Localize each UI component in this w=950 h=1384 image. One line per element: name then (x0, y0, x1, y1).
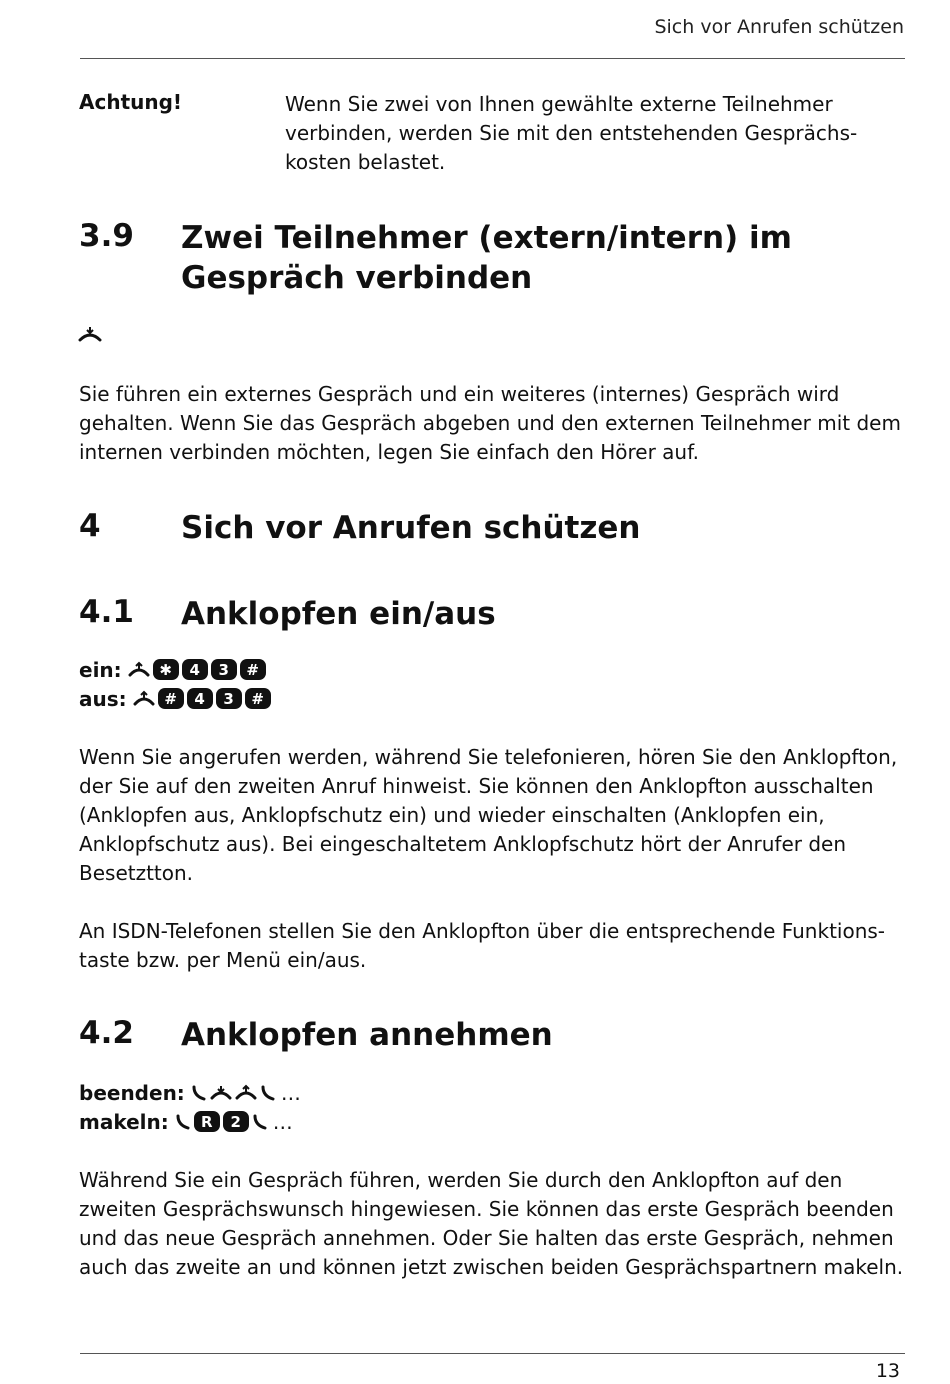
beenden-key-sequence (79, 1078, 301, 1107)
key-4: 4 (187, 688, 213, 709)
key-hash: # (158, 688, 184, 709)
aus-label: aus: (79, 686, 127, 711)
chapter-4-number: 4 (79, 508, 101, 544)
handset-lift-icon (128, 661, 150, 679)
handset-lift-icon (133, 690, 155, 708)
call-tone-icon (260, 1084, 276, 1102)
section-3-9-body: Sie führen ein externes Gespräch und ein weiteres (internes) Gespräch wird gehalten. Wenn Sie das Gespräch abgeben und den externen Teilnehmer mit dem internen verbinden möchten, legen Sie einfach den Hörer auf. (79, 382, 901, 464)
section-3-9-title: Zwei Teilnehmer (extern/intern) im Gespräch verbinden (181, 220, 792, 296)
section-4-1-title: Anklopfen ein/aus (181, 596, 496, 632)
key-3: 3 (211, 659, 237, 680)
running-header: Sich vor Anrufen schützen (654, 16, 904, 38)
key-star: ✱ (153, 659, 179, 680)
beenden-label: beenden: (79, 1080, 185, 1105)
key-hash: # (245, 688, 271, 709)
ellipsis: … (280, 1080, 301, 1105)
page-number: 13 (875, 1360, 900, 1382)
section-4-1-number: 4.1 (79, 594, 134, 630)
makeln-label: makeln: (79, 1109, 169, 1134)
key-3: 3 (216, 688, 242, 709)
aus-key-sequence (79, 684, 274, 713)
chapter-4-title: Sich vor Anrufen schützen (181, 510, 641, 546)
ein-key-sequence (79, 655, 269, 684)
section-4-1-body-1: Wenn Sie angerufen werden, während Sie telefonieren, hören Sie den Anklopfton, der Sie auf den zweiten Anruf hinweist. Sie können den Anklopfton ausschalten (Anklopfen aus, Anklopfschutz ein) und wieder einschalten (Anklopfen ein, Anklopfschutz aus). Bei eingeschaltetem Anklopfschutz hört der Anrufer den Besetztton. (79, 745, 898, 885)
handset-lift-icon (235, 1084, 257, 1102)
makeln-key-sequence (79, 1107, 293, 1136)
footer-rule (80, 1353, 905, 1354)
section-4-2-title: Anklopfen annehmen (181, 1017, 553, 1053)
call-tone-icon (191, 1084, 207, 1102)
ein-label: ein: (79, 657, 122, 682)
section-3-9-number: 3.9 (79, 218, 134, 254)
section-4-2-body: Während Sie ein Gespräch führen, werden Sie durch den Anklopfton auf den zweiten Gesprächswunsch hingewiesen. Sie können das erste Gespräch beenden und das neue Gespräch annehmen. Oder Sie halten das erste Gespräch, nehmen auch das zweite an und können jetzt zwischen beiden Gesprächspartnern makeln. (79, 1168, 904, 1279)
hang-up-icon (210, 1084, 232, 1102)
key-4: 4 (182, 659, 208, 680)
ellipsis: … (272, 1109, 293, 1134)
section-4-1-body-2: An ISDN-Telefonen stellen Sie den Anklopfton über die entsprechende Funktions-taste bzw. per Menü ein/aus. (79, 919, 886, 972)
hang-up-icon (78, 325, 102, 349)
key-2: 2 (223, 1111, 249, 1132)
call-tone-icon (252, 1113, 268, 1131)
warning-label: Achtung! (79, 90, 183, 114)
key-r: R (194, 1111, 220, 1132)
call-tone-icon (175, 1113, 191, 1131)
warning-text: Wenn Sie zwei von Ihnen gewählte externe Teilnehmer verbinden, werden Sie mit den entstehenden Gesprächs-kosten belastet. (285, 92, 858, 174)
section-4-2-number: 4.2 (79, 1015, 134, 1051)
key-hash: # (240, 659, 266, 680)
header-rule (80, 58, 905, 59)
